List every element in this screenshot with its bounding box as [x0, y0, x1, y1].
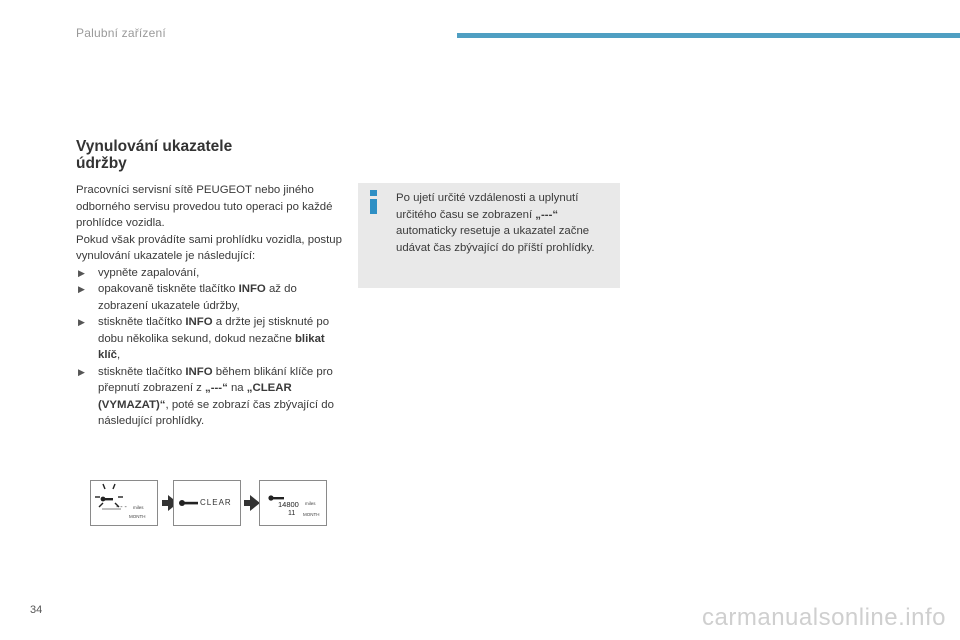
step-4-segment: stiskněte tlačítko: [98, 365, 186, 378]
info-text: [396, 190, 618, 256]
info-segment: „---“: [535, 208, 559, 221]
step-item: [76, 265, 346, 282]
step-2-segment: až do zobrazení ukazatele údržby,: [98, 283, 297, 312]
step-list: [76, 265, 346, 430]
display-panel-blinking: [90, 480, 158, 526]
panel1-dashes: - - -: [116, 504, 127, 511]
step-3-segment: ,: [117, 349, 121, 361]
info-icon: [367, 190, 380, 214]
reset-sequence-diagram: [90, 480, 330, 526]
info-box: [358, 183, 620, 288]
page-title: [76, 138, 232, 172]
step-2-segment: opakovaně tiskněte tlačítko: [98, 283, 239, 295]
panel3-unit-top: miles: [305, 501, 316, 506]
step-item: [76, 314, 346, 364]
step-bullet-icon: ▶: [78, 267, 85, 278]
intro-paragraph-1: Pracovníci servisní sítě PEUGEOT nebo jiného odborného servisu provedou tuto operaci po každé prohlídce vozidla.: [76, 184, 333, 229]
step-bullet-icon: ▶: [78, 284, 85, 294]
watermark: carmanualsonline.info: [702, 604, 946, 631]
panel2-clear-label: CLEAR: [200, 498, 232, 507]
step-3-segment: stiskněte tlačítko: [98, 316, 186, 328]
title-line-2: údržby: [76, 155, 127, 172]
panel3-months: 11: [288, 510, 296, 517]
panel3-unit-bottom: MONTH: [303, 512, 320, 517]
step-4-segment: , poté se zobrazí čas zbývající do následující prohlídky.: [98, 398, 334, 427]
display-panel-remaining: [259, 480, 327, 526]
header-accent-bar: [457, 33, 960, 38]
step-2-segment: INFO: [238, 283, 266, 295]
step-bullet-icon: ▶: [78, 366, 85, 377]
panel3-value: 14800: [278, 500, 299, 509]
panel1-unit-bottom: MONTH: [129, 514, 146, 519]
step-4-segment: „CLEAR (VYMAZAT)“: [98, 382, 292, 411]
step-4-segment: „---“: [205, 382, 228, 394]
display-panel-clear: [173, 480, 241, 526]
info-segment: Po ujetí určité vzdálenosti a uplynutí určitého času se zobrazení: [396, 192, 579, 221]
panel1-unit-top: miles: [133, 505, 144, 510]
step-4-segment: během blikání klíče pro přepnutí zobrazení z: [98, 365, 333, 394]
step-bullet-icon: ▶: [78, 317, 85, 327]
step-1-segment: vypněte zapalování,: [98, 266, 200, 279]
step-3-segment: a držte jej stisknuté po dobu několika sekund, dokud nezačne: [98, 316, 330, 345]
step-item: [76, 281, 346, 314]
step-4-segment: na: [227, 382, 247, 394]
intro-paragraph-2: Pokud však provádíte sami prohlídku vozidla, postup vynulování ukazatele je následující:: [76, 233, 342, 262]
header-section-title: Palubní zařízení: [76, 26, 166, 40]
page-number: 34: [30, 604, 43, 616]
step-3-segment: INFO: [185, 316, 213, 328]
blinking-wrench-icon: [91, 481, 157, 525]
info-segment: automaticky resetuje a ukazatel začne udávat čas zbývající do příští prohlídky.: [396, 225, 595, 254]
procedure-text: [76, 182, 346, 430]
step-3-segment: blikat klíč: [98, 332, 325, 361]
title-line-1: Vynulování ukazatele: [76, 138, 233, 155]
step-4-segment: INFO: [185, 365, 213, 378]
step-item: [76, 364, 346, 430]
